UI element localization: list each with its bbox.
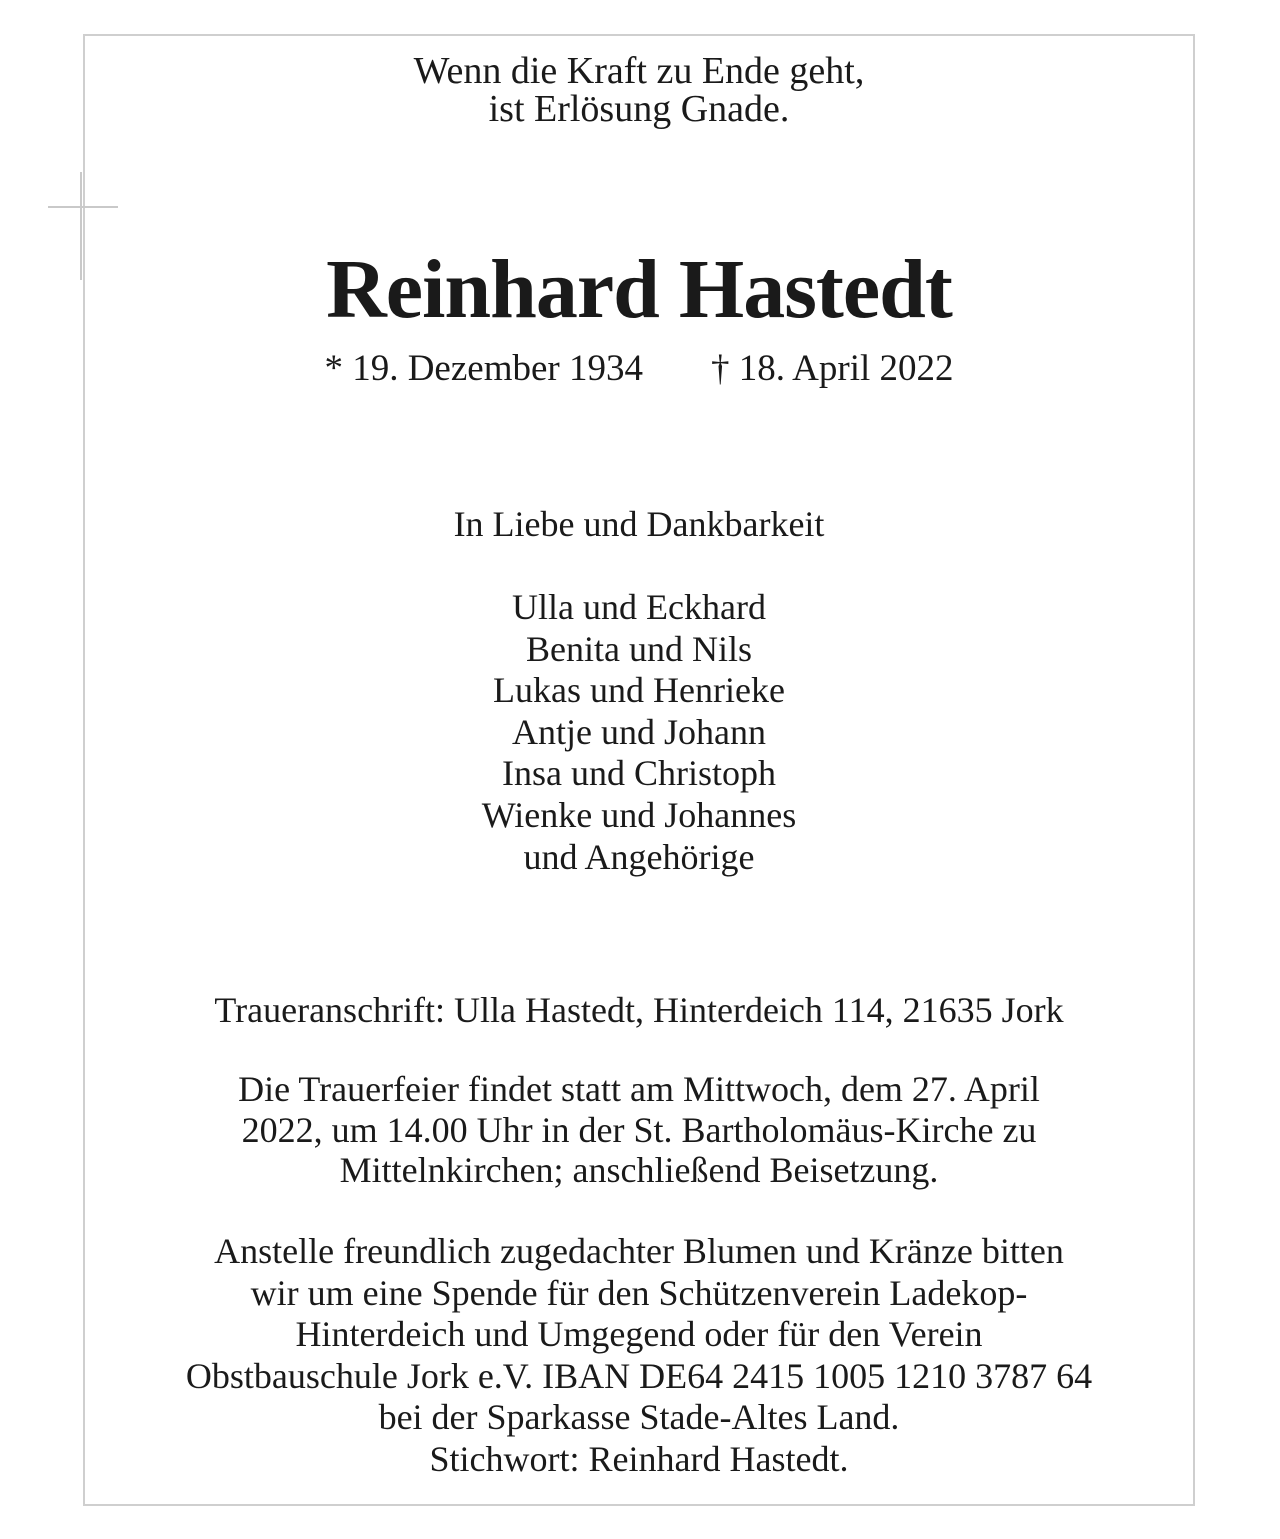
donation-line: Anstelle freundlich zugedachter Blumen und Kränze bitten <box>214 1231 1064 1271</box>
donation-line: Stichwort: Reinhard Hastedt. <box>429 1438 849 1479</box>
deceased-name: Reinhard Hastedt <box>326 243 952 336</box>
service-line: Mittelnkirchen; anschließend Beisetzung. <box>339 1150 939 1190</box>
mourner-entry: Ulla und Eckhard <box>512 587 766 627</box>
death-date: † 18. April 2022 <box>710 348 954 389</box>
donation-line: Hinterdeich und Umgegend oder für den Verein <box>295 1314 983 1355</box>
donation-line: wir um eine Spende für den Schützenverein Ladekop- <box>250 1272 1028 1313</box>
mourner-entry: und Angehörige <box>523 836 755 877</box>
birth-date: * 19. Dezember 1934 <box>324 348 643 389</box>
funeral-service-info <box>83 1069 1195 1191</box>
mourners-list <box>83 587 1195 878</box>
service-line: 2022, um 14.00 Uhr in der St. Bartholomäus-Kirche zu <box>241 1109 1037 1150</box>
life-dates <box>83 348 1195 390</box>
service-line: Die Trauerfeier findet statt am Mittwoch, dem 27. April <box>238 1069 1040 1109</box>
motto <box>83 52 1195 128</box>
mourner-entry: Wienke und Johannes <box>481 794 797 835</box>
donation-line: Obstbauschule Jork e.V. IBAN DE64 2415 1005 1210 3787 64 <box>185 1355 1093 1396</box>
dedication: In Liebe und Dankbarkeit <box>453 504 825 544</box>
motto-line: Wenn die Kraft zu Ende geht, <box>413 50 865 92</box>
mourner-entry: Lukas und Henrieke <box>493 670 785 711</box>
donation-request <box>83 1231 1195 1481</box>
mourner-entry: Insa und Christoph <box>502 753 776 794</box>
mourning-address: Traueranschrift: Ulla Hastedt, Hinterdeich 114, 21635 Jork <box>214 990 1064 1030</box>
mourner-entry: Benita und Nils <box>526 628 752 669</box>
motto-line: ist Erlösung Gnade. <box>488 88 790 130</box>
mourner-entry: Antje und Johann <box>512 711 766 752</box>
donation-line: bei der Sparkasse Stade-Altes Land. <box>378 1397 900 1438</box>
